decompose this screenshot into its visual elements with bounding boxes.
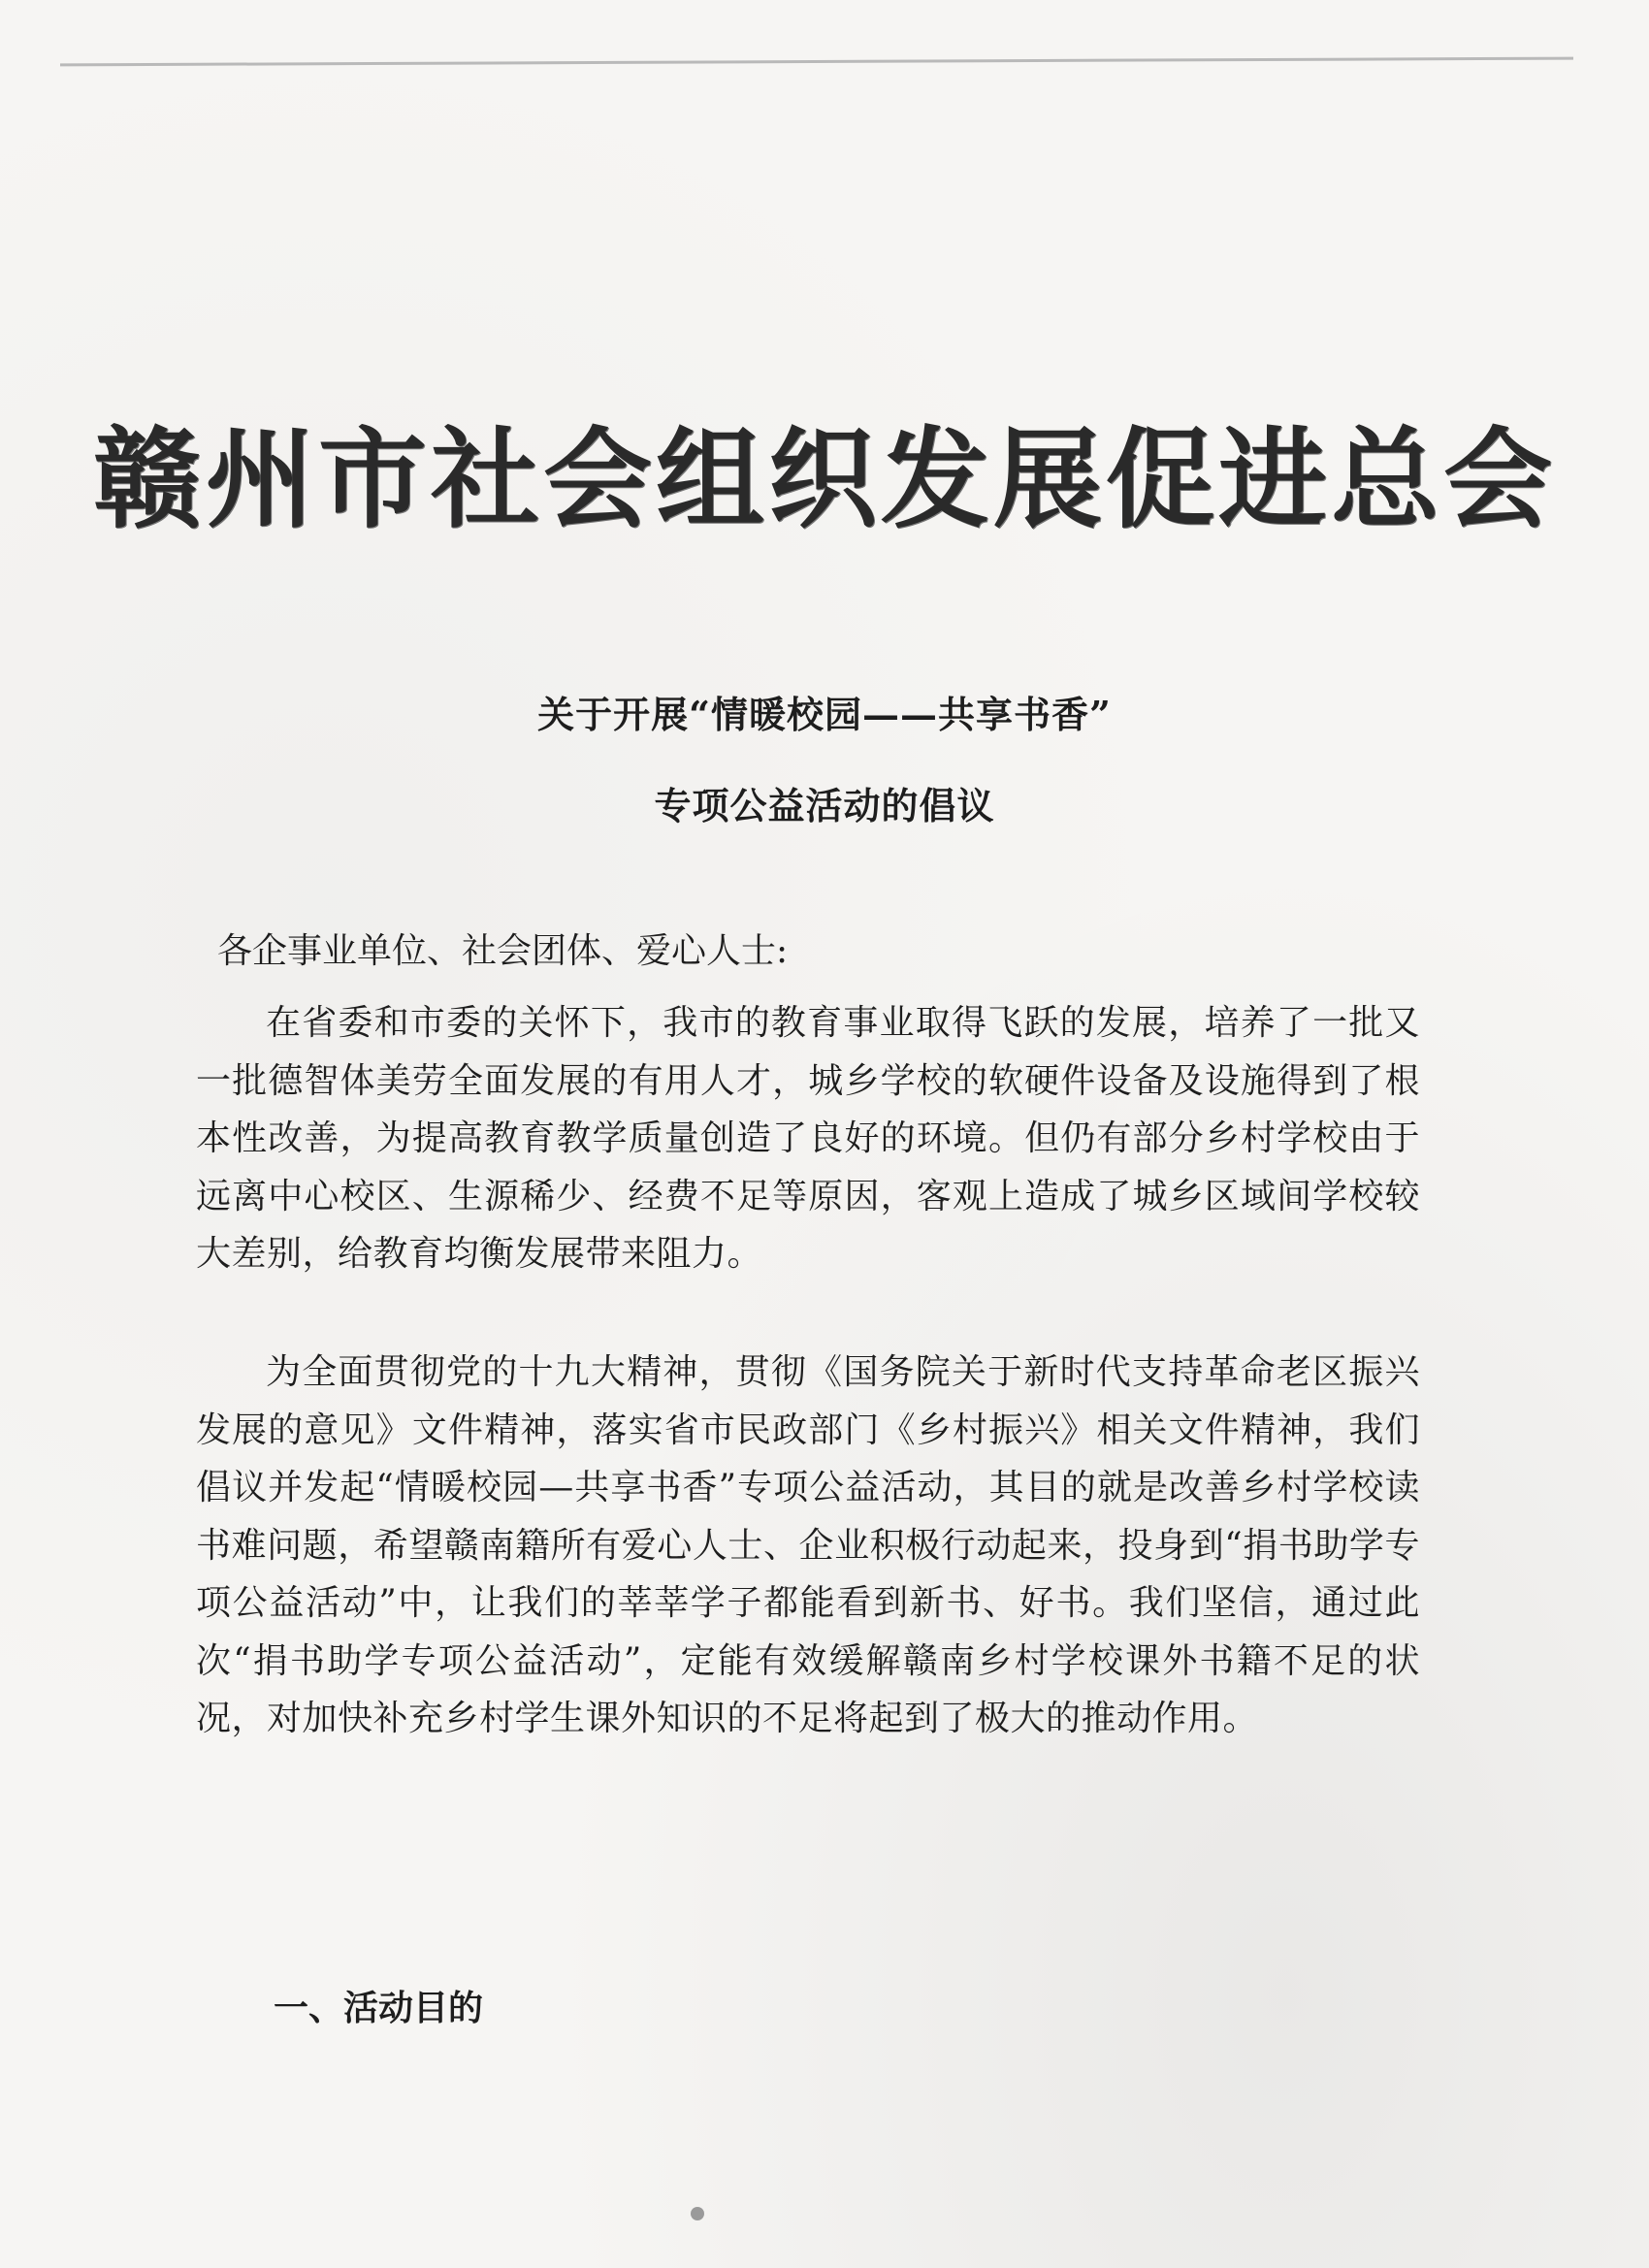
document-title-line-2: 专项公益活动的倡议 [654, 784, 995, 827]
salutation: 各企事业单位、社会团体、爱心人士: [217, 931, 789, 971]
scan-edge-line [60, 57, 1573, 67]
body-paragraph-2: 为全面贯彻党的十九大精神，贯彻《国务院关于新时代支持革命老区振兴发展的意见》文件精神，落实省市民政部门《乡村振兴》相关文件精神，我们倡议并发起“情暖校园—共享书香”专项公益活动，其目的就是改善乡村学校读书难问题，希望赣南籍所有爱心人士、企业积极行动起来，投身到“捐书助学专项公益活动”中，让我们的莘莘学子都能看到新书、好书。我们坚信，通过此次“捐书助学专项公益活动”，定能有效缓解赣南乡村学校课外书籍不足的状况，对加快补充乡村学生课外知识的不足将起到了极大的推动作用。 [196, 1352, 1420, 1738]
scan-speck [691, 2207, 704, 2220]
letterhead-title: 赣州市社会组织发展促进总会 [93, 417, 1556, 543]
section-heading: 一、活动目的 [274, 1988, 484, 2028]
document-title-line-1: 关于开展“情暖校园——共享书香” [537, 693, 1112, 736]
body-paragraph-1: 在省委和市委的关怀下，我市的教育事业取得飞跃的发展，培养了一批又一批德智体美劳全面发展的有用人才，城乡学校的软硬件设备及设施得到了根本性改善，为提高教育教学质量创造了良好的环境。但仍有部分乡村学校由于远离中心校区、生源稀少、经费不足等原因，客观上造成了城乡区域间学校较大差别，给教育均衡发展带来阻力。 [196, 1003, 1420, 1274]
